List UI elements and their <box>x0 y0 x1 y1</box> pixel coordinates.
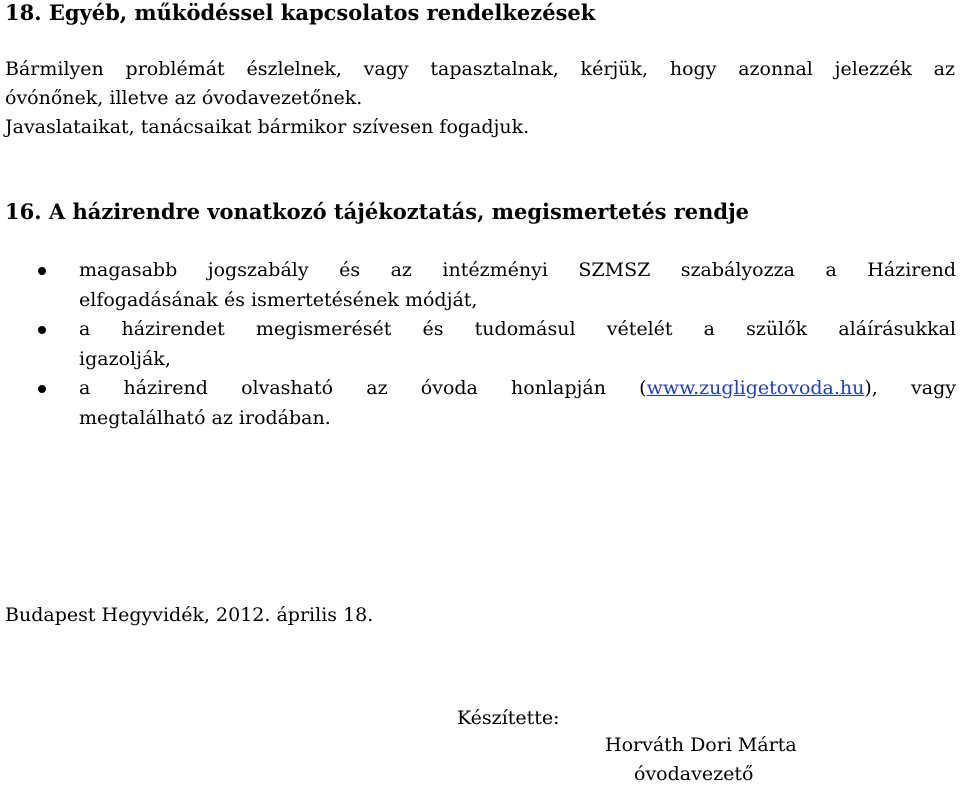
place-date: Budapest Hegyvidék, 2012. április 18. <box>5 604 374 626</box>
list-item <box>0 374 956 433</box>
signature-role: óvodavezető <box>634 763 754 785</box>
bullet-line-with-link <box>79 374 956 404</box>
list-item <box>0 256 956 315</box>
bullet-line: a házirendet megismerését és tudomásul vételét a szülők aláírásukkal <box>79 318 956 340</box>
bullet-icon <box>38 385 46 393</box>
bullet-line: elfogadásának és ismertetésének módját, <box>79 288 478 311</box>
bullet-segment: a házirend olvasható az óvoda honlapján ( <box>79 377 647 399</box>
signature-name: Horváth Dori Márta <box>605 734 797 756</box>
section-16-heading: 16. A házirendre vonatkozó tájékoztatás, megismertetés rendje <box>5 199 750 224</box>
bullet-text <box>79 315 956 374</box>
bullet-text <box>79 374 956 433</box>
bullet-line: megtalálható az irodában. <box>79 406 331 429</box>
paragraph-line: Javaslataikat, tanácsaikat bármikor szívesen fogadjuk. <box>5 116 530 138</box>
section-16-bullet-list <box>0 256 960 433</box>
bullet-line: igazolják, <box>79 347 171 370</box>
website-link[interactable]: www.zugligetovoda.hu <box>646 377 865 399</box>
paragraph-line: óvónőnek, illetve az óvodavezetőnek. <box>5 87 363 109</box>
bullet-text <box>79 256 956 315</box>
list-item <box>0 315 956 374</box>
bullet-segment: ), vagy <box>864 377 956 399</box>
paragraph-line: Bármilyen problémát észlelnek, vagy tapasztalnak, kérjük, hogy azonnal jelezzék az <box>5 58 955 80</box>
bullet-icon <box>38 267 46 275</box>
section-18-heading: 18. Egyéb, működéssel kapcsolatos rendelkezések <box>5 0 596 25</box>
bullet-icon <box>38 326 46 334</box>
signature-label: Készítette: <box>457 707 560 729</box>
bullet-line: magasabb jogszabály és az intézményi SZMSZ szabályozza a Házirend <box>79 259 956 281</box>
section-18-paragraph <box>5 55 955 142</box>
